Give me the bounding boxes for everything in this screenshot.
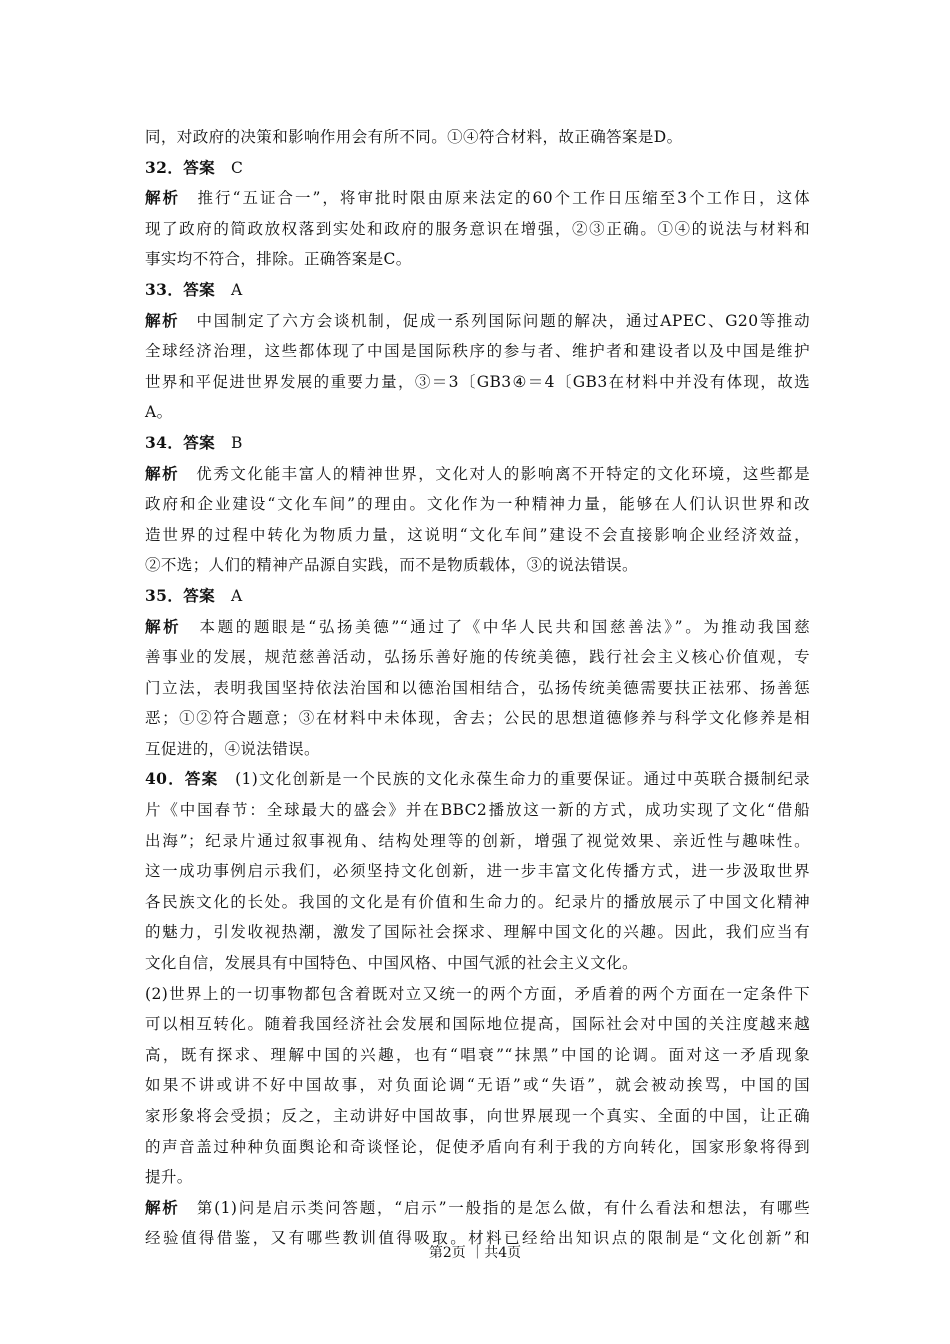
line-text: 本题的题眼是“弘扬美德”“通过了《中华人民共和国慈善法》”。为推动我国慈 <box>181 617 810 636</box>
text-line <box>145 1040 810 1071</box>
section-label: 33．答案 <box>145 279 216 299</box>
text-line <box>145 153 810 184</box>
section-label: 解析 <box>145 310 180 330</box>
line-text: 的声音盖过种种负面舆论和奇谈怪论，促使矛盾向有利于我的方向转化，国家形象将得到 <box>145 1137 810 1156</box>
text-line <box>145 428 810 459</box>
line-text: B <box>215 433 243 452</box>
text-line <box>145 826 810 857</box>
text-line <box>145 703 810 734</box>
line-text: 这一成功事例启示我们，必须坚持文化创新，进一步丰富文化传播方式，进一步汲取世界 <box>145 862 810 881</box>
text-line <box>145 1070 810 1101</box>
text-line <box>145 642 810 673</box>
section-label: 解析 <box>145 616 182 636</box>
text-line <box>145 612 810 643</box>
text-line <box>145 397 810 428</box>
line-text: 高，既有探求、理解中国的兴趣，也有“唱衰”“抹黑”中国的论调。面对这一矛盾现象 <box>145 1045 810 1064</box>
page-footer <box>0 1243 950 1263</box>
line-text: 造世界的过程中转化为物质力量，这说明“文化车间”建设不会直接影响企业经济效益， <box>145 525 810 544</box>
text-line <box>145 795 810 826</box>
text-line <box>145 275 810 306</box>
page-number: 第2页 ｜共4页 <box>428 1245 522 1261</box>
text-line <box>145 367 810 398</box>
line-text: 全球经济治理，这些都体现了中国是国际秩序的参与者、维护者和建设者以及中国是维护 <box>145 342 810 361</box>
text-line <box>145 306 810 337</box>
text-line <box>145 214 810 245</box>
line-text: 优秀文化能丰富人的精神世界，文化对人的影响离不开特定的文化环境，这些都是 <box>179 464 810 483</box>
line-text: 经验值得借鉴，又有哪些教训值得吸取。材料已经给出知识点的限制是“文化创新”和 <box>145 1229 810 1248</box>
line-text: 互促进的，④说法错误。 <box>145 739 320 758</box>
text-line <box>145 1162 810 1193</box>
line-text: 出海”；纪录片通过叙事视角、结构处理等的创新，增强了视觉效果、亲近性与趣味性。 <box>145 831 810 850</box>
line-text: 的魅力，引发收视热潮，激发了国际社会探求、理解中国文化的兴趣。因此，我们应当有 <box>145 923 810 942</box>
line-text: 恶；①②符合题意；③在材料中未体现，舍去；公民的思想道德修养与科学文化修养是相 <box>145 709 810 728</box>
section-label: 32．答案 <box>145 157 216 177</box>
text-line <box>145 1193 810 1224</box>
line-text: A <box>215 280 243 299</box>
line-text: 事实均不符合，排除。正确答案是C。 <box>145 250 412 269</box>
text-line <box>145 1132 810 1163</box>
line-text: 中国制定了六方会谈机制，促成一系列国际问题的解决，通过APEC、G20等推动 <box>179 311 810 330</box>
line-text: 家形象将会受损；反之，主动讲好中国故事，向世界展现一个真实、全面的中国，让正确 <box>145 1107 810 1125</box>
line-text: 第(1)问是启示类问答题，“启示”一般指的是怎么做，有什么看法和想法，有哪些 <box>179 1198 810 1217</box>
line-text: 如果不讲或讲不好中国故事，对负面论调“无语”或“失语”，就会被动挨骂，中国的国 <box>145 1076 810 1095</box>
section-label: 35．答案 <box>145 585 216 605</box>
line-text: 善事业的发展，规范慈善活动，弘扬乐善好施的传统美德，践行社会主义核心价值观，专 <box>145 648 810 667</box>
text-line <box>145 917 810 948</box>
page-body <box>145 122 810 1254</box>
line-text: A。 <box>145 403 173 422</box>
section-label: 34．答案 <box>145 432 216 452</box>
line-text: 各民族文化的长处。我国的文化是有价值和生命力的。纪录片的播放展示了中国文化精神 <box>145 892 810 911</box>
line-text: 提升。 <box>145 1168 193 1187</box>
line-text: 世界和平促进世界发展的重要力量，③＝3〔GB3④＝4〔GB3在材料中并没有体现，故选 <box>145 372 810 391</box>
section-label: 解析 <box>145 463 180 483</box>
text-line <box>145 887 810 918</box>
text-line <box>145 979 810 1010</box>
text-line <box>145 1101 810 1132</box>
line-text: 推行“五证合一”，将审批时限由原来法定的60个工作日压缩至3个工作日，这体 <box>180 189 810 208</box>
line-text: A <box>215 586 243 605</box>
text-line <box>145 673 810 704</box>
line-text: ②不选；人们的精神产品源自实践，而不是物质载体，③的说法错误。 <box>145 556 638 575</box>
text-line <box>145 1009 810 1040</box>
text-line <box>145 122 810 153</box>
text-line <box>145 459 810 490</box>
section-label: 解析 <box>145 188 181 208</box>
section-label: 解析 <box>145 1197 180 1217</box>
section-label: 40．答案 <box>145 769 219 789</box>
line-text: 文化自信，发展具有中国特色、中国风格、中国气派的社会主义文化。 <box>145 954 638 973</box>
line-text: 片《中国春节：全球最大的盛会》并在BBC2播放这一新的方式，成功实现了文化“借船 <box>145 801 810 820</box>
text-line <box>145 489 810 520</box>
line-text: (2)世界上的一切事物都包含着既对立又统一的两个方面，矛盾着的两个方面在一定条件下 <box>145 984 810 1003</box>
line-text: 门立法，表明我国坚持依法治国和以德治国相结合，弘扬传统美德需要扶正祛邪、扬善惩 <box>145 678 810 697</box>
text-line <box>145 550 810 581</box>
text-line <box>145 520 810 551</box>
line-text: 政府和企业建设“文化车间”的理由。文化作为一种精神力量，能够在人们认识世界和改 <box>145 495 810 514</box>
text-line <box>145 244 810 275</box>
text-line <box>145 336 810 367</box>
line-text: 可以相互转化。随着我国经济社会发展和国际地位提高，国际社会对中国的关注度越来越 <box>145 1015 810 1034</box>
text-line <box>145 764 810 795</box>
line-text: 同，对政府的决策和影响作用会有所不同。①④符合材料，故正确答案是D。 <box>145 128 683 146</box>
text-line <box>145 856 810 887</box>
text-line <box>145 734 810 765</box>
text-line <box>145 948 810 979</box>
line-text: C <box>215 158 244 177</box>
text-line <box>145 183 810 214</box>
text-line <box>145 581 810 612</box>
line-text: 现了政府的简政放权落到实处和政府的服务意识在增强，②③正确。①④的说法与材料和 <box>145 219 810 238</box>
line-text: (1)文化创新是一个民族的文化永葆生命力的重要保证。通过中英联合摄制纪录 <box>218 770 810 789</box>
